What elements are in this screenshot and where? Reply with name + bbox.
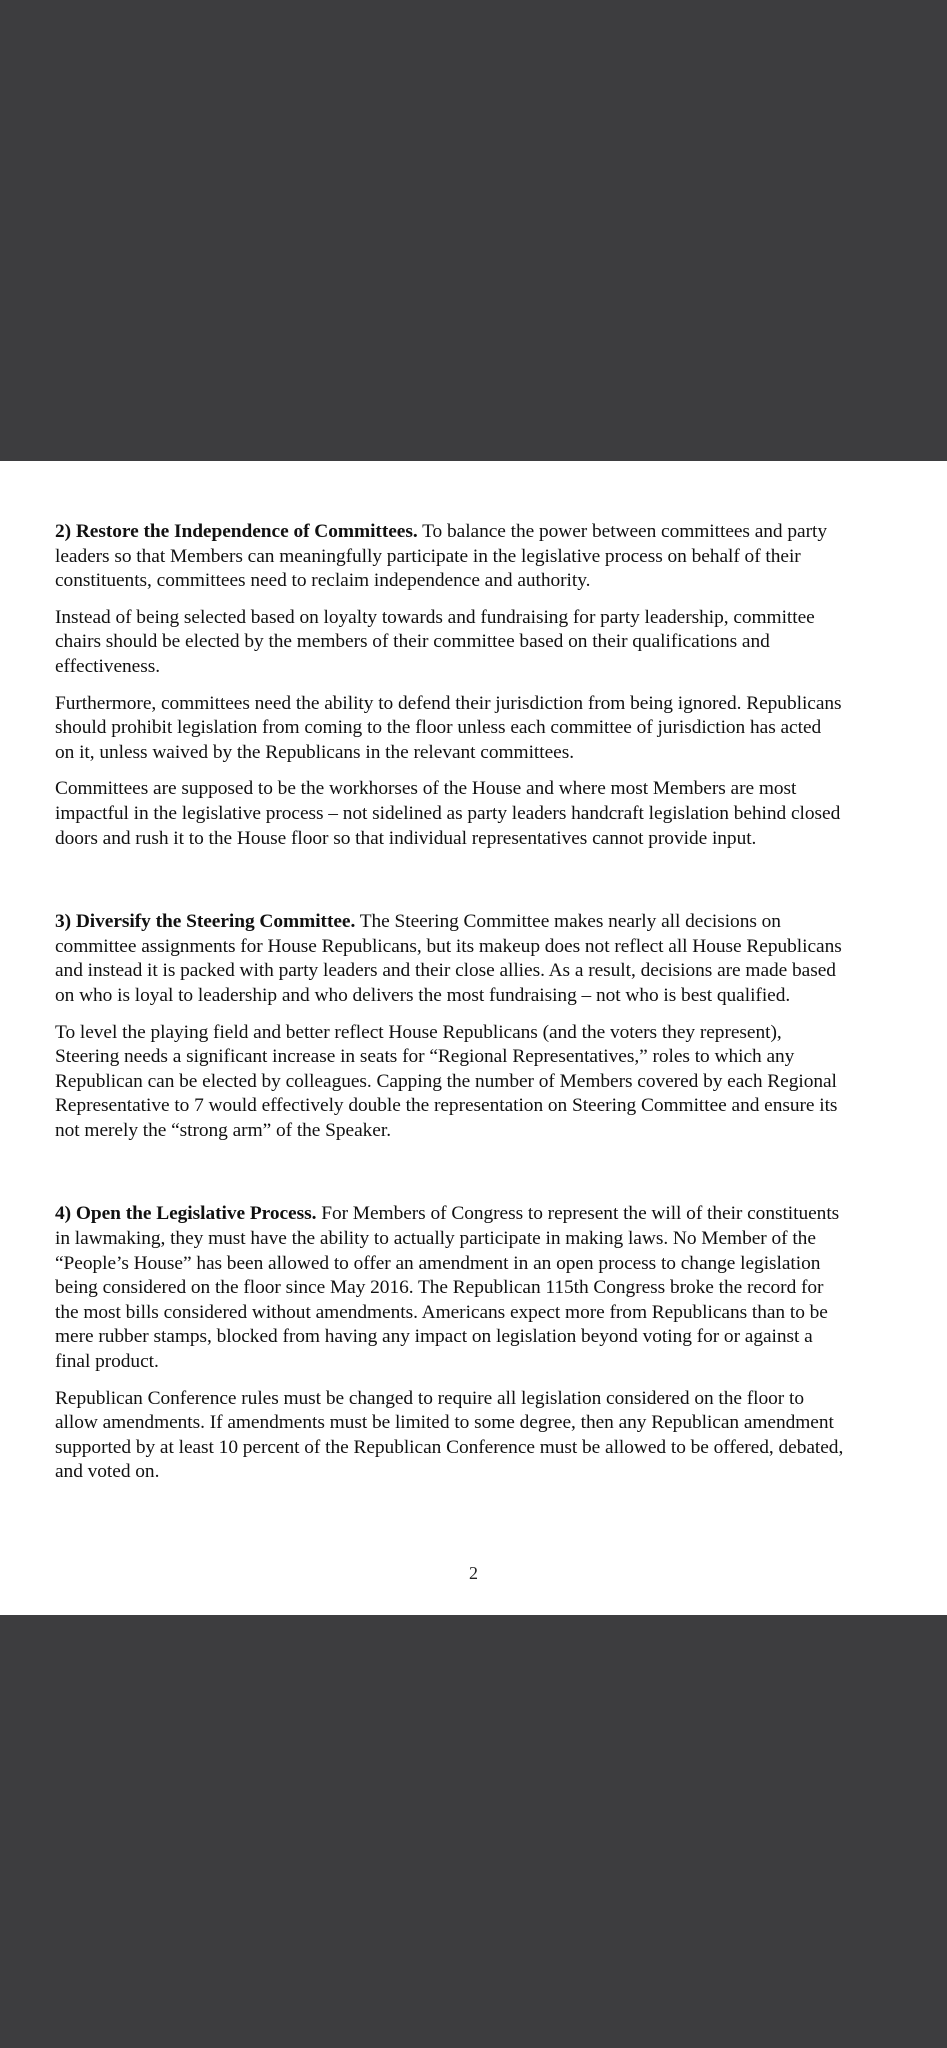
- section-lead-text: To balance the power between committees and party leaders so that Members can meaningfully participate in the legislative process on behalf of their constituents, committees need to reclaim independence and authority.: [55, 521, 827, 592]
- section-committees: [55, 520, 845, 851]
- section-intro-paragraph: [55, 520, 845, 594]
- section-intro-paragraph: [55, 910, 845, 1008]
- body-paragraph: Furthermore, committees need the ability to defend their jurisdiction from being ignored. Republicans should prohibit legislation from coming to the floor unless each committee of jurisdiction has acted on it, unless waived by the Republicans in the relevant committees.: [55, 692, 842, 763]
- document-body: [55, 520, 845, 1485]
- section-intro-paragraph: [55, 1202, 845, 1374]
- section-heading: 2) Restore the Independence of Committees.: [55, 521, 418, 542]
- section-spacer: [55, 863, 845, 910]
- body-paragraph: Instead of being selected based on loyalty towards and fundraising for party leadership, committee chairs should be elected by the members of their committee based on their qualifications and effectiveness.: [55, 606, 815, 677]
- body-paragraph: To level the playing field and better reflect House Republicans (and the voters they represent), Steering needs a significant increase in seats for “Regional Representatives,” roles to which any Republican can be elected by colleagues. Capping the number of Members covered by each Regional Representative to 7 would effectively double the representation on Steering Committee and ensure its not merely the “strong arm” of the Speaker.: [55, 1021, 838, 1141]
- body-paragraph: Committees are supposed to be the workhorses of the House and where most Members are most impactful in the legislative process – not sidelined as party leaders handcraft legislation behind closed doors and rush it to the House floor so that individual representatives cannot provide input.: [55, 778, 841, 849]
- section-steering-committee: [55, 910, 845, 1143]
- section-heading: 3) Diversify the Steering Committee.: [55, 911, 356, 933]
- section-spacer: [55, 1155, 845, 1202]
- section-heading: 4) Open the Legislative Process.: [55, 1203, 317, 1225]
- section-legislative-process: [55, 1202, 845, 1485]
- section-lead-text: For Members of Congress to represent the will of their constituents in lawmaking, they must have the ability to actually participate in making laws. No Member of the “People’s House” has been allowed to offer an amendment in an open process to change legislation being considered on the floor since May 2016. The Republican 115th Congress broke the record for the most bills considered without amendments. Americans expect more from Republicans than to be mere rubber stamps, blocked from having any impact on legislation beyond voting for or against a final product.: [55, 1203, 840, 1373]
- page-number: 2: [469, 1563, 478, 1583]
- document-page: [0, 461, 947, 1615]
- section-lead-text: The Steering Committee makes nearly all decisions on committee assignments for House Republicans, but its makeup does not reflect all House Republicans and instead it is packed with party leaders and their close allies. As a result, decisions are made based on who is loyal to leadership and who delivers the most fundraising – not who is best qualified.: [55, 911, 842, 1006]
- body-paragraph: Republican Conference rules must be changed to require all legislation considered on the floor to allow amendments. If amendments must be limited to some degree, then any Republican amendment supported by at least 10 percent of the Republican Conference must be allowed to be offered, debated, and voted on.: [55, 1387, 844, 1483]
